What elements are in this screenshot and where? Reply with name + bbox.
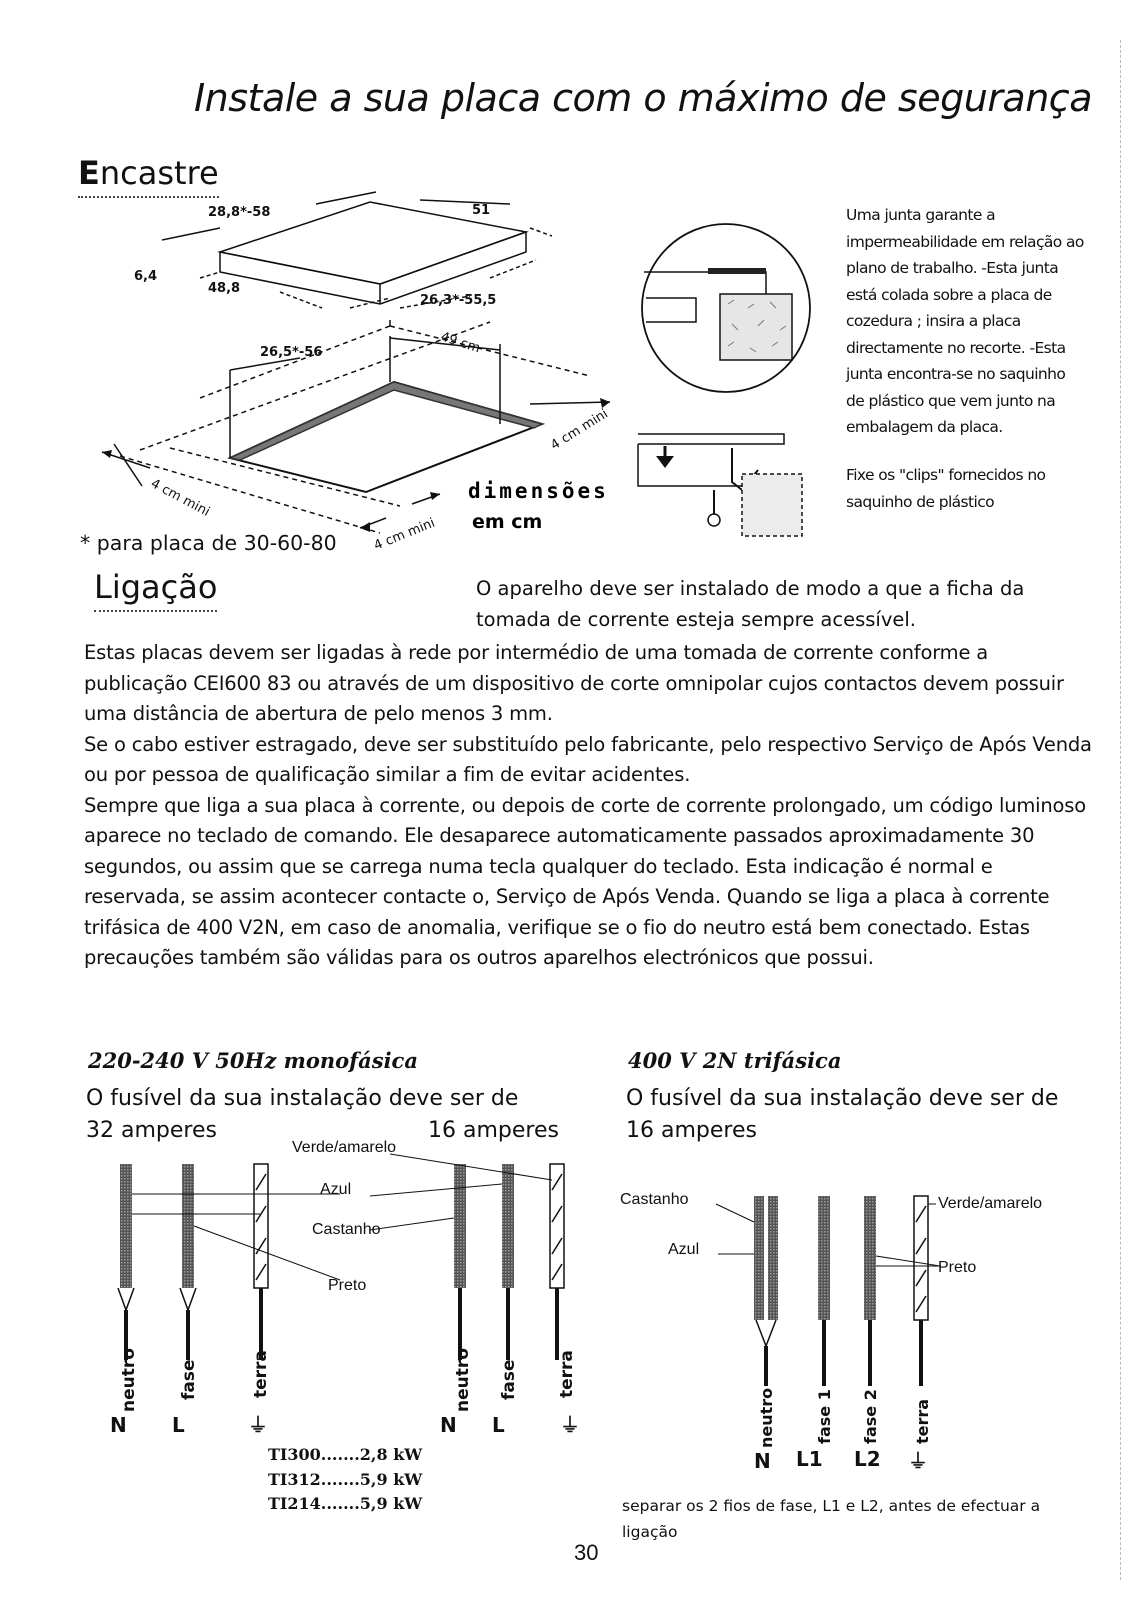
mono-terminal-letter: L xyxy=(492,1413,505,1437)
dim-side-bottom: 4 cm mini xyxy=(371,515,438,554)
mono-terminal-letter: L xyxy=(172,1413,185,1437)
ligacao-heading-text: Ligação xyxy=(94,568,218,606)
tri-amp-16: 16 amperes xyxy=(626,1118,757,1143)
dim-front: 26,3*-55,5 xyxy=(420,293,497,308)
mono-terminal-name: neutro xyxy=(453,1348,473,1412)
mono-label-preto: Preto xyxy=(328,1277,367,1294)
mono-fuse-text: O fusível da sua instalação deve ser de xyxy=(86,1086,519,1111)
mono-terminal-name: terra xyxy=(251,1350,271,1398)
ligacao-underline xyxy=(94,610,217,612)
ligacao-paragraph: Se o cabo estiver estragado, deve ser substituído pelo fabricante, pelo respectivo Serviço de Após Venda ou por pessoa de qualificação similar a fim de evitar acidentes. xyxy=(84,732,1092,786)
model-power-row: TI214.......5,9 kW xyxy=(268,1494,423,1513)
tri-label-azul: Azul xyxy=(668,1241,700,1258)
clips-note: Fixe os "clips" fornecidos no saquinho de plástico xyxy=(846,466,1046,511)
ligacao-paragraph: Sempre que liga a sua placa à corrente, ou depois de corte de corrente prolongado, um código luminoso aparece no teclado de comando. Ele desaparece automaticamente passados aproximadamente 30 segundos, ou assim que se carrega numa tecla qualquer do teclado. Esta indicação é normal e reservada, se assim acontecer contacte o, Serviço de Após Venda. Quando se liga a placa à corrente trifásica de 400 V2N, em caso de anomalia, verifique se o fio do neutro está bem conectado. Estas precauções também são válidas para os outros aparelhos electrónicos que possui. xyxy=(84,793,1086,969)
dim-cut-width: 26,5*-56 xyxy=(260,345,323,360)
tri-wiring-diagram xyxy=(620,1186,1080,1486)
tri-terminal-name: terra xyxy=(913,1398,932,1444)
mono-wiring-diagram xyxy=(100,1139,600,1440)
model-power-row: TI312.......5,9 kW xyxy=(268,1469,423,1489)
mono-terminal-letter: N xyxy=(110,1413,127,1437)
tri-terminal-name: fase 2 xyxy=(861,1389,880,1444)
earth-icon: ⏚ xyxy=(248,1413,268,1437)
mono-amp-32: 32 amperes xyxy=(86,1118,217,1143)
mono-amp-16: 16 amperes xyxy=(428,1118,559,1143)
mono-label-castanho: Castanho xyxy=(312,1221,381,1238)
tri-title: 400 V 2N trifásica xyxy=(628,1048,842,1073)
ligacao-paragraph: Estas placas devem ser ligadas à rede por intermédio de uma tomada de corrente conforme a publicação CEI600 83 ou através de um dispositivo de corte omnipolar cujos contactos devem possuir uma distância de abertura de pelo menos 3 mm. xyxy=(84,641,1064,725)
encastre-heading-initial: E xyxy=(78,154,100,192)
tri-label-preto: Preto xyxy=(938,1259,977,1276)
mono-label-verde: Verde/amarelo xyxy=(292,1139,397,1156)
tri-fuse-text: O fusível da sua instalação deve ser de xyxy=(626,1086,1059,1111)
dim-side-left: 4 cm mini xyxy=(148,476,213,520)
tri-terminal-letter: N xyxy=(754,1449,771,1473)
mono-terminal-name: fase xyxy=(179,1359,199,1400)
dim-side-right: 4 cm mini xyxy=(548,406,611,454)
dim-top-left: 28,8*-58 xyxy=(208,205,271,220)
seal-note: Uma junta garante a impermeabilidade em relação ao plano de trabalho. -Esta junta está colada sobre a placa de cozedura ; insira a placa directamente no recorte. -Esta junta encontra-se no saquinho de plástico que vem junto na embalagem da placa. xyxy=(846,206,1084,436)
clip-detail-icon xyxy=(634,430,824,550)
cutout-dimension-diagram xyxy=(90,188,630,558)
dimensions-unit-caption: em cm xyxy=(472,511,543,533)
encastre-heading-rest: ncastre xyxy=(99,154,219,192)
model-power-list xyxy=(268,1443,422,1517)
mono-terminal-name: terra xyxy=(557,1350,577,1398)
tri-terminal-name: fase 1 xyxy=(815,1389,834,1444)
mono-title: 220-240 V 50Hz monofásica xyxy=(88,1048,418,1073)
page-edge-rule xyxy=(1120,40,1121,1580)
mono-terminal-name: fase xyxy=(499,1359,519,1400)
size-footnote: * para placa de 30-60-80 xyxy=(80,531,337,555)
tri-label-castanho: Castanho xyxy=(620,1191,689,1208)
model-power-row: TI300.......2,8 kW xyxy=(268,1445,423,1464)
tri-terminal-letter: L1 xyxy=(796,1447,823,1471)
tri-terminal-name: neutro xyxy=(757,1387,776,1448)
dim-depth: 48,8 xyxy=(208,281,241,296)
dim-top-right: 51 xyxy=(472,203,491,218)
dim-height: 6,4 xyxy=(134,269,158,284)
earth-icon: ⏚ xyxy=(560,1413,580,1437)
separate-phases-note: separar os 2 fios de fase, L1 e L2, antes de efectuar a ligação xyxy=(622,1497,1041,1541)
page-number: 30 xyxy=(574,1540,599,1565)
dimensions-caption: dimensões xyxy=(468,479,609,503)
tri-label-verde: Verde/amarelo xyxy=(938,1195,1043,1212)
ligacao-body xyxy=(84,638,1094,974)
tri-terminal-letter: L2 xyxy=(854,1447,881,1471)
encastre-heading xyxy=(78,154,219,192)
page-title: Instale a sua placa com o máximo de segurança xyxy=(193,76,1092,120)
seal-detail-icon xyxy=(636,218,816,398)
dim-cut-depth: 49 cm xyxy=(438,329,482,357)
ligacao-intro: O aparelho deve ser instalado de modo a que a ficha da tomada de corrente esteja sempre acessível. xyxy=(476,577,1025,631)
ligacao-heading xyxy=(94,568,217,606)
earth-icon: ⏚ xyxy=(908,1449,928,1473)
mono-terminal-letter: N xyxy=(440,1413,457,1437)
mono-label-azul: Azul xyxy=(320,1181,352,1198)
mono-terminal-name: neutro xyxy=(119,1348,139,1412)
